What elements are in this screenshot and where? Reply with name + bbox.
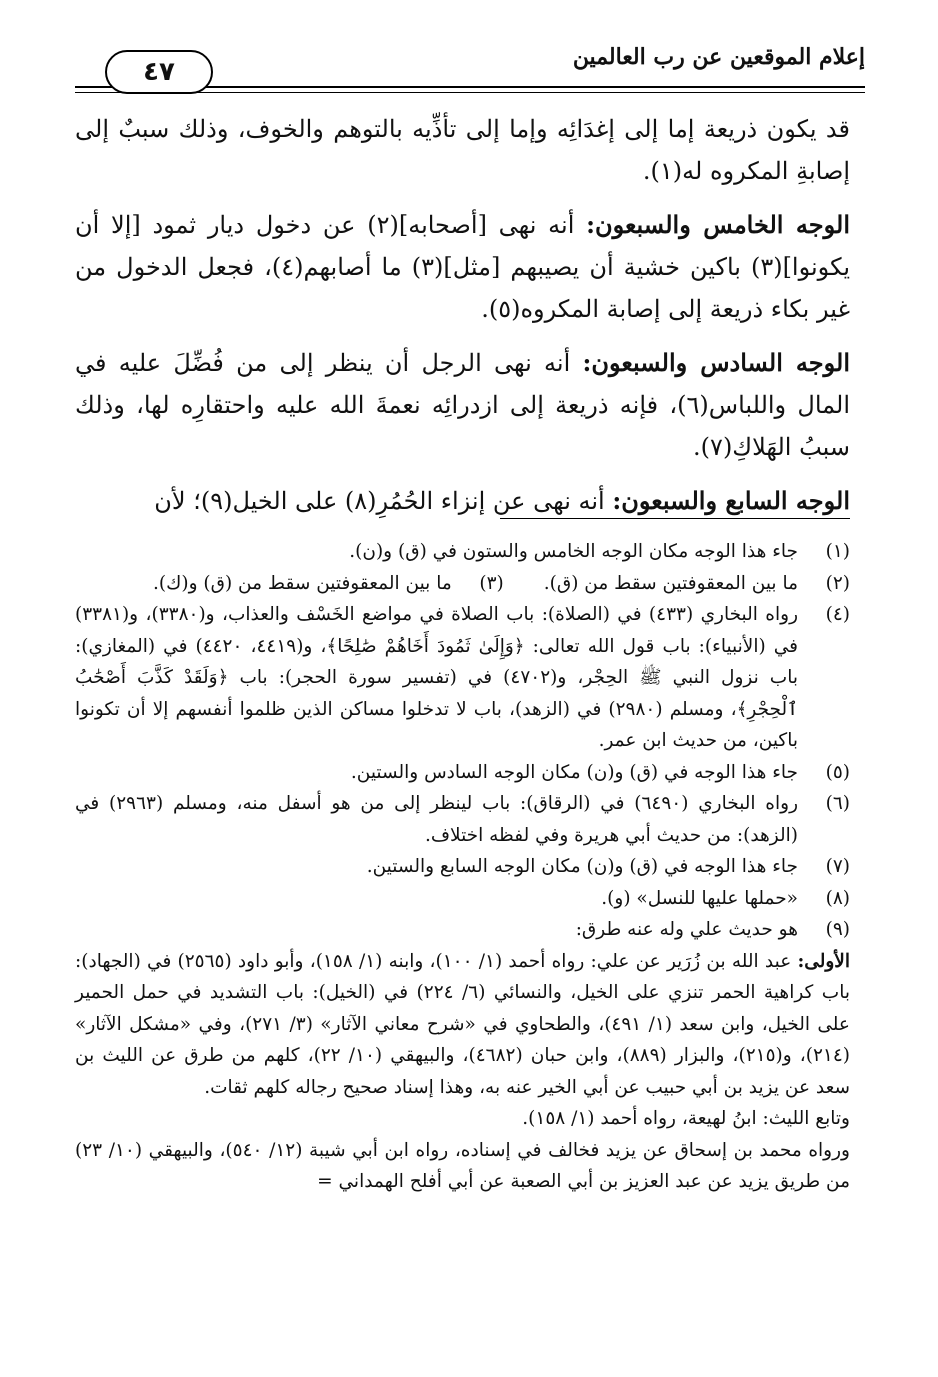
footnote-continuation [75, 1135, 850, 1198]
paragraph-text: أنه نهى عن إنزاء الحُمُرِ(٨) على الخيل(٩)؛ لأن [154, 487, 613, 515]
paragraph-text: قد يكون ذريعة إما إلى إغدَائِه وإما إلى تأذِّيه بالتوهم والخوف، وذلك سببٌ إلى إصابةِ المكروه له(١). [75, 115, 850, 185]
footnote-continuation [75, 1103, 850, 1135]
footnote [75, 568, 850, 600]
footnote-text: وتابع الليث: ابنُ لهيعة، رواه أحمد (١/ ١٥٨). [522, 1108, 850, 1129]
footnote-text: هو حديث علي وله عنه طرق: [575, 919, 798, 940]
section-heading: الوجه السادس والسبعون: [582, 348, 850, 377]
footnote-text: جاء هذا الوجه مكان الوجه الخامس والستون في (ق) و(ن). [349, 541, 798, 562]
footnote-text: جاء هذا الوجه في (ق) و(ن) مكان الوجه السابع والستين. [366, 856, 798, 877]
main-text [75, 108, 850, 534]
footnote-number: (٦) [825, 793, 850, 814]
footnote-number: (٤) [825, 604, 850, 625]
paragraph-text: أنه نهى [أصحابه](٢) عن دخول ديار ثمود [إلا أن يكونوا](٣) باكين خشية أن يصيبهم [مثل](٣) ما أصابهم(٤)، فجعل الدخول من غير بكاء ذريعة إلى إصابة المكروه(٥). [75, 211, 851, 323]
footnote-number: (٧) [825, 856, 850, 877]
paragraph-text: أنه نهى الرجل أن ينظر إلى من فُضِّلَ عليه في المال واللباس(٦)، فإنه ذريعة إلى ازدرائِه نعمةَ الله عليه واحتقارِه لها، وذلك سببُ الهَلاكِ(٧). [75, 349, 850, 461]
page-number: ٤٧ [105, 50, 213, 94]
footnote [75, 914, 850, 946]
footnote-text: ورواه محمد بن إسحاق عن يزيد فخالف في إسناده، رواه ابن أبي شيبة (١٢/ ٥٤٠)، والبيهقي (١٠/ ٢٣) من طريق يزيد عن عبد العزيز بن أبي الصعبة عن أبي أفلح الهمداني = [75, 1139, 850, 1192]
footnote-text: «حملها عليها للنسل» (و). [601, 887, 798, 909]
running-title: إعلام الموقعين عن رب العالمين [572, 44, 865, 70]
footnote [75, 788, 850, 851]
footnote-text: جاء هذا الوجه في (ق) و(ن) مكان الوجه السادس والستين. [350, 761, 798, 783]
footnote-continuation [75, 946, 850, 1104]
footnote [75, 883, 850, 915]
footnote-number: (٥) [825, 761, 850, 783]
footnote [75, 851, 850, 883]
page-header [75, 36, 865, 96]
paragraph [75, 342, 850, 468]
footnote [75, 757, 850, 789]
footnotes [75, 536, 850, 1198]
footnote-number: (٨) [825, 887, 850, 909]
footnote-text: عبد الله بن زُرَير عن علي: رواه أحمد (١/ ١٠٠)، وابنه (١/ ١٥٨)، وأبو داود (٢٥٦٥) في (الجهاد): باب كراهية الحمر تنزي على الخيل، والنسائي (٦/ ٢٢٤) في (الخيل): باب التشديد في حمل الحمير على الخيل، وابن سعد (١/ ٤٩١)، والطحاوي في «شرح معاني الآثار» (٣/ ٢٧١)، وفي «مشكل الآثار» (٢١٤)، و(٢١٥)، والبزار (٨٨٩)، وابن حبان (٤٦٨٢)، والبيهقي (١٠/ ٢٢)، كلهم من طرق عن الليث بن سعد عن يزيد بن أبي حبيب عن أبي الخير عنه به، وهذا إسناد صحيح رجاله كلهم ثقات. [75, 950, 850, 1098]
footnote-number: (٣) [479, 572, 504, 594]
paragraph [75, 204, 850, 330]
footnote-text: رواه البخاري (٦٤٩٠) في (الرقاق): باب لينظر إلى من هو أسفل منه، ومسلم (٢٩٦٣) في (الزهد): من حديث أبي هريرة وفي لفظه اختلاف. [75, 793, 799, 846]
footnote-separator [500, 518, 850, 519]
footnote-number: (١) [825, 541, 850, 562]
paragraph [75, 480, 850, 522]
section-heading: الوجه السابع والسبعون: [612, 486, 850, 515]
footnote [75, 536, 850, 568]
footnote-text: رواه البخاري (٤٣٣) في (الصلاة): باب الصلاة في مواضع الخَسْف والعذاب، و(٣٣٨٠)، و(٣٣٨١) في (الأنبياء): باب قول الله تعالى: ﴿وَإِلَىٰ ثَمُودَ أَخَاهُمْ صَٰلِحًا﴾، و(٤٤١٩، ٤٤٢٠) في (المغازي): باب نزول النبي ﷺ الحِجْر، و(٤٧٠٢) في (تفسير سورة الحجر): باب ﴿وَلَقَدْ كَذَّبَ أَصْحَٰبُ ٱلْحِجْرِ﴾، ومسلم (٢٩٨٠) في (الزهد)، باب لا تدخلوا مساكن الذين ظلموا أنفسهم إلا أن تكونوا باكين، من حديث ابن عمر. [75, 604, 798, 751]
footnote-subheading: الأولى: [797, 950, 850, 972]
footnote [75, 599, 850, 757]
section-heading: الوجه الخامس والسبعون: [586, 210, 850, 239]
footnote-text: ما بين المعقوفتين سقط من (ق). [543, 572, 798, 594]
paragraph [75, 108, 850, 192]
footnote-text: ما بين المعقوفتين سقط من (ق) و(ك). [153, 572, 452, 594]
footnote-number: (٩) [825, 919, 850, 940]
footnote-number: (٢) [825, 572, 850, 594]
